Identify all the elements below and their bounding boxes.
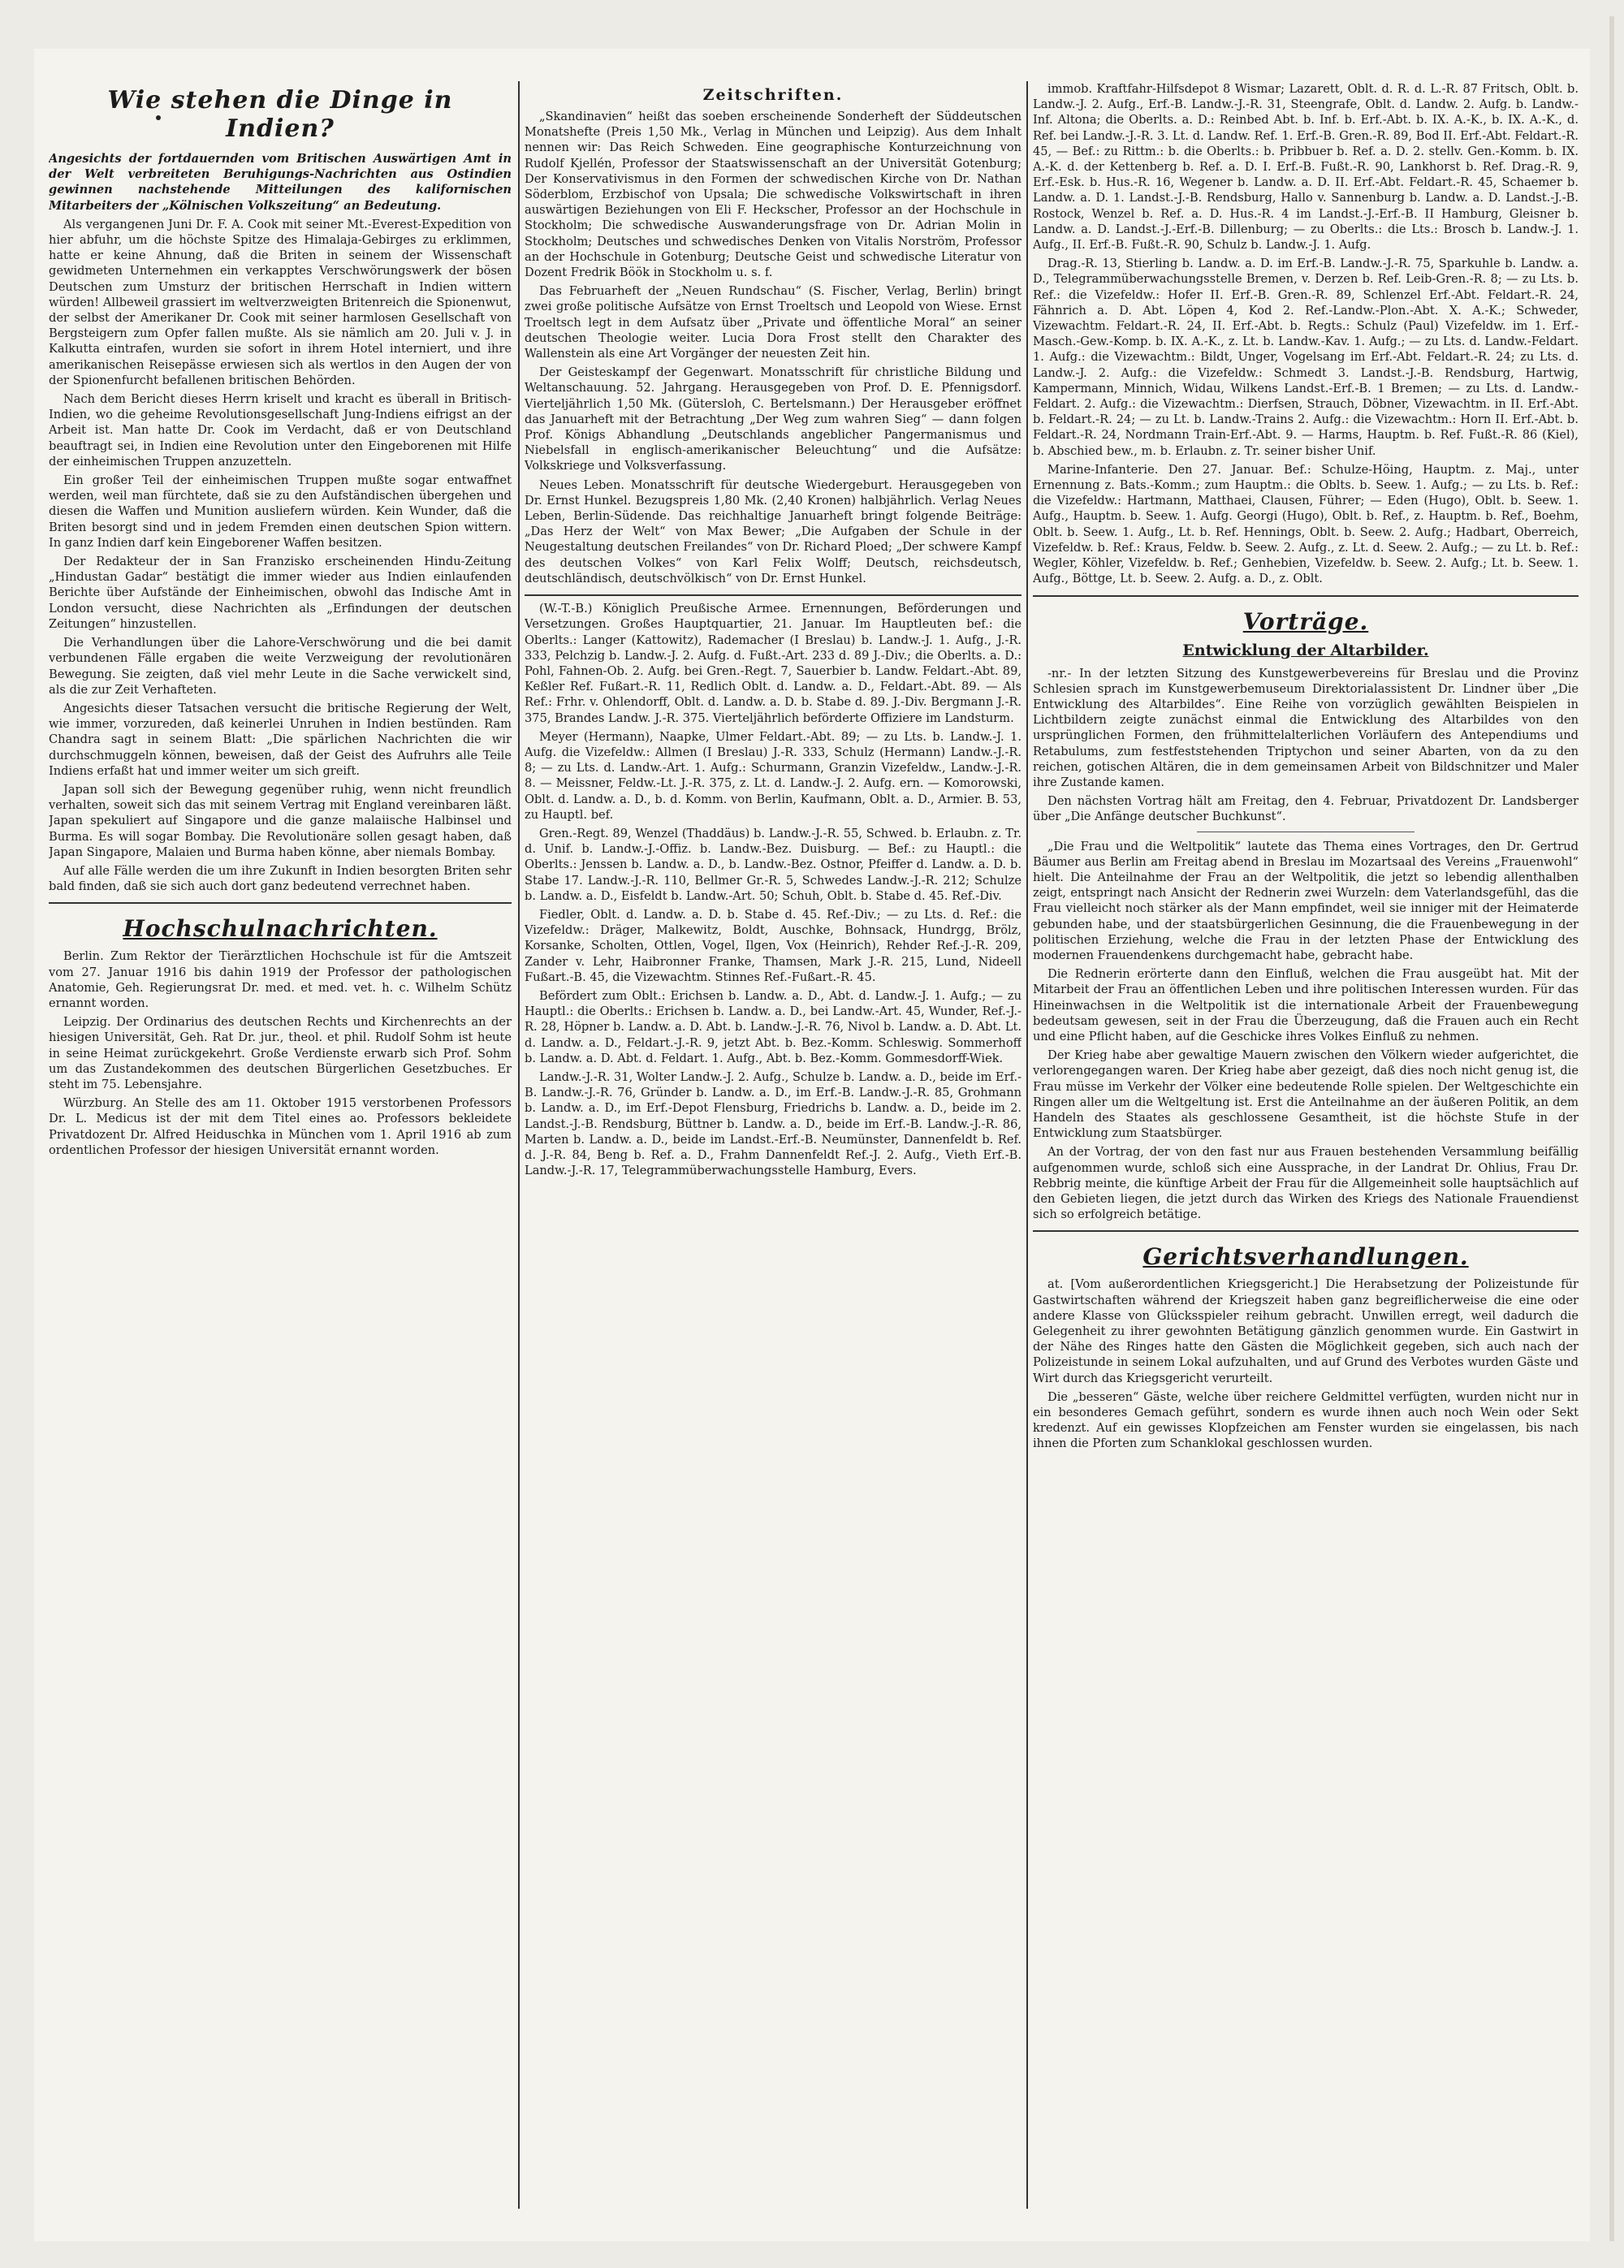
newspaper-page [34, 49, 1590, 2241]
article-paragraph: at. [Vom außerordentlichen Kriegsgericht.] Die Herabsetzung der Polizeistunde für Gastwirtschaften während der Kriegszeit haben ganz begreiflicherweise die eine oder andere Klasse von Glücksspieler reihum gebracht. Unwillen erregt, weil dadurch die Gelegenheit zu ihrer gewohnten Betätigung gänzlich genommen wurde. Ein Gastwirt in der Nähe des Ringes hatte den Gästen die Möglichkeit gegeben, sich auch nach der Polizeistunde in seinem Lokal aufzuhalten, und auf Grund des Verbotes wurden Gäste und Wirt durch das Kriegsgericht verurteilt. [1033, 1277, 1579, 1385]
column-right [1033, 81, 1579, 2209]
news-paragraph: Berlin. Zum Rektor der Tierärztlichen Hochschule ist für die Amtszeit vom 27. Januar 1916 bis dahin 1919 der Professor der pathologischen Anatomie, Geh. Regierungsrat Dr. med. et med. vet. h. c. Wilhelm Schütz ernannt worden. [49, 949, 512, 1010]
article-paragraph: Fiedler, Oblt. d. Landw. a. D. b. Stabe d. 45. Ref.-Div.; — zu Lts. d. Ref.: die Vizefeldw.: Dräger, Malkewitz, Boldt, Auschke, Bohnsack, Hundrgg, Brölz, Korsanke, Scholten, Ottlen, Vogel, Ilgen, Vox (Heinrich), Rehder Ref.-J.-R. 209, Zander v. Lehr, Haibronner Franke, Thamsen, Mark J.-R. 215, Lund, Nideell Fußart.-B. 45, die Vizewachtm. Stinnes Ref.-Fußart.-R. 45. [525, 907, 1021, 984]
column-rule-left [518, 81, 520, 2209]
headline-india: Wie stehen die Dinge in Indien? [107, 86, 453, 143]
section-divider [1033, 595, 1579, 597]
article-paragraph: Nach dem Bericht dieses Herrn kriselt und kracht es überall in Britisch-Indien, wo die geheime Revolutionsgesellschaft Jung-Indiens eifrigst an der Arbeit ist. Man hatte Dr. Cook im Verdacht, daß er von Deutschland beauftragt sei, in Indien eine Revolution unter den Eingeborenen mit Hilfe der einheimischen Truppen anzuzetteln. [49, 392, 512, 469]
article-paragraph: Befördert zum Oblt.: Erichsen b. Landw. a. D., Abt. d. Landw.-J. 1. Aufg.; — zu Hauptl.: die Oberlts.: Erichsen b. Landw. a. D., bei Landw.-Art. 45, Wunder, Ref.-J.-R. 28, Höpner b. Landw. a. D. Abt. b. Landw.-J.-R. 76, Nivol b. Landw. a. D. Abt. Lt. d. Landw. a. D., Feldart.-J.-R. 9, jetzt Abt. b. Bez.-Komm. Schleswig. Sommerhoff b. Landw. a. D. Abt. d. Feldart. 1. Aufg., Abt. b. Bez.-Komm. Gommesdorff-Wiek. [525, 988, 1021, 1065]
article-paragraph: „Die Frau und die Weltpolitik“ lautete das Thema eines Vortrages, den Dr. Gertrud Bäumer aus Berlin am Freitag abend in Breslau im Mozartsaal des Vereins „Frauenwohl“ hielt. Die Anteilnahme der Frau an der Weltpolitik, die jetzt so lebendig allenthalben zeigt, entspringt nach Ansicht der Rednerin zwei Wurzeln: dem Vaterlandsgefühl, das die Frau vielleicht noch stärker als der Mann empfindet, weil sie inniger mit der Heimaterde gebunden habe, und der staatsbürgerlichen Gesinnung, die die Frauenbewegung in der politischen Erziehung, welche die Frau in der letzten Phase der Entwicklung des modernen Frauendenkens durchgemacht habe, gebracht habe. [1033, 839, 1579, 962]
article-paragraph: Japan soll sich der Bewegung gegenüber ruhig, wenn nicht freundlich verhalten, soweit sich das mit seinem Vertrag mit England vereinbaren läßt. Japan spekuliert auf Singapore und die ganze malaiische Halbinsel und Burma. Es will sogar Bombay. Die Revolutionäre sollen gesagt haben, daß Japan Singapore, Malaien und Burma haben könne, aber niemals Bombay. [49, 782, 512, 859]
column-left [49, 81, 512, 2209]
article-paragraph: Den nächsten Vortrag hält am Freitag, den 4. Februar, Privatdozent Dr. Landsberger über „Die Anfänge deutscher Buchkunst“. [1033, 794, 1579, 824]
article-paragraph: Der Geisteskampf der Gegenwart. Monatsschrift für christliche Bildung und Weltanschauung. 52. Jahrgang. Herausgegeben von Prof. D. E. Pfennigsdorf. Vierteljährlich 1,50 Mk. (Gütersloh, C. Bertelsmann.) Der Herausgeber eröffnet das Januarheft mit der Betrachtung „Der Weg zum wahren Sieg“ — dann folgen Prof. Königs Abhandlung „Deutschlands angeblicher Pangermanismus und Niebelsfall in englisch-amerikanischer Beleuchtung“ und die Aufsätze: Volkskriege und Volksverfassung. [525, 365, 1021, 473]
section-divider [525, 594, 1021, 596]
article-paragraph: Als vergangenen Juni Dr. F. A. Cook mit seiner Mt.-Everest-Expedition von hier abfuhr, um die höchste Spitze des Himalaja-Gebirges zu erklimmen, hatte er keine Ahnung, daß die Briten in seinem der Wissenschaft gewidmeten Unternehmen ein verkapptes Verschwörungswerk der bösen Deutschen zum Umsturz der britischen Herrschaft in Indien wittern würden! Allbeweil grassiert im weltverzweigten Britenreich die Spionenwut, der selbst der Amerikaner Dr. Cook mit seiner harmlosen Gesellschaft von Bergsteigern zum Opfer fallen mußte. Als sie nämlich am 20. Juli v. J. in Kalkutta eintrafen, wurden sie sofort in ihrem Hotel interniert, und ihre amerikanischen Reisepässe erwiesen sich als wertlos in den Augen der von der Spionenfurcht befallenen britischen Behörden. [49, 217, 512, 387]
section-title-hochschul: Hochschulnachrichten. [123, 915, 438, 943]
article-paragraph: Auf alle Fälle werden die um ihre Zukunft in Indien besorgten Briten sehr bald finden, daß sie sich auch dort ganz bedeutend verrechnet haben. [49, 863, 512, 894]
article-paragraph: Neues Leben. Monatsschrift für deutsche Wiedergeburt. Herausgegeben von Dr. Ernst Hunkel. Bezugspreis 1,80 Mk. (2,40 Kronen) halbjährlich. Verlag Neues Leben, Berlin-Südende. Das reichhaltige Januarheft bringt folgende Beiträge: „Das Herz der Welt“ von Max Bewer; „Die Aufgaben der Schule in der Neugestaltung deutschen Freilandes“ von Dr. Richard Ploed; „Der schwere Kampf des deutschen Volkes“ von Karl Felix Wolff; Deutsch, reichsdeutsch, deutschländisch, deutschvölkisch“ von Dr. Ernst Hunkel. [525, 477, 1021, 585]
article-paragraph: Ein großer Teil der einheimischen Truppen mußte sogar entwaffnet werden, weil man fürchtete, daß sie zu den Aufständischen übergehen und diesen die Waffen und Munition ausliefern würden. Kein Wunder, daß die Briten besorgt sind und in jedem Fremden einen deutschen Spion wittern. In ganz Indien darf kein Eingeborener Waffen besitzen. [49, 473, 512, 550]
section-title-vortraege: Vorträge. [1242, 607, 1369, 635]
section-divider [49, 902, 512, 904]
article-paragraph: Die Rednerin erörterte dann den Einfluß, welchen die Frau ausgeübt hat. Mit der Mitarbeit der Frau an öffentlichen Leben und ihre politischen Interessen wurden. Für das Hineinwachsen in die Weltpolitik ist die internationale Arbeit der Frauenbewegung bedeutsam gewesen, seit in der Frau die Überzeugung, daß die Frauen auch ein Recht und eine Pflicht haben, auf die Geschicke ihres Volkes Einfluß zu nehmen. [1033, 967, 1579, 1043]
article-paragraph: Angesichts dieser Tatsachen versucht die britische Regierung der Welt, wie immer, vorzureden, daß keinerlei Unruhen in Indien bestünden. Ram Chandra sagt in seinem Blatt: „Die spärlichen Nachrichten die wir durchschmuggeln können, beweisen, daß der Geist des Aufruhrs alle Teile Indiens erfaßt hat und immer weiter um sich greift. [49, 701, 512, 778]
article-paragraph: Der Redakteur der in San Franzisko erscheinenden Hindu-Zeitung „Hindustan Gadar“ bestätigt die immer wieder aus Indien einlaufenden Berichte über Aufstände der Einheimischen, obwohl das Indische Amt in London versucht, diese Nachrichten als „Erfindungen der deutschen Zeitungen“ hinzustellen. [49, 555, 512, 631]
article-paragraph: Marine-Infanterie. Den 27. Januar. Bef.: Schulze-Höing, Hauptm. z. Maj., unter Ernennung z. Bats.-Komm.; zum Hauptm.: die Oblts. b. Seew. 1. Aufg.; — zu Lts. b. Ref.: die Vizefeldw.: Hartmann, Matthaei, Clausen, Führer; — Eden (Hugo), Oblt. b. Seew. 1. Aufg., Hauptm. b. Seew. 1. Aufg. Georgi (Hugo), Oblt. b. Ref., z. Hauptm. b. Ref., Boehm, Oblt. b. Seew. 1. Aufg., Lt. b. Ref. Hennings, Oblt. b. Seew. 2. Aufg.; Hadbart, Oberreich, Vizefeldw. b. Ref.: Kraus, Feldw. b. Seew. 2. Aufg., z. Lt. d. Seew. 2. Aufg.; — zu Lt. b. Ref.: Wegler, Köhler, Vizefeldw. b. Ref.; Genhebien, Vizefeldw. b. Seew. 2. Aufg.; Lt. b. Seew. 1. Aufg., Böttge, Lt. b. Seew. 2. Aufg. a. D., z. Oblt. [1033, 462, 1579, 586]
subtitle-altarbilder: Entwicklung der Altarbilder. [1182, 641, 1429, 659]
article-paragraph: -nr.- In der letzten Sitzung des Kunstgewerbevereins für Breslau und die Provinz Schlesien sprach im Kunstgewerbemuseum Direktorialassistent Dr. Lindner über „Die Entwicklung des Altarbildes“. Eine Reihe von vorzüglich gewählten Beispielen in Lichtbildern zeigte zunächst einmal die Entwicklung des Altarbildes von den ursprünglichen Formen, den frühmittelalterlichen Vorläufern des Antependiums und Retabulums, zum festfeststehenden Triptychon und seiner Abarten, von da zu den reichen, gotischen Altären, die in dem gemeinsamen Arbeit von Bildschnitzer und Maler ihre Zustande kamen. [1033, 666, 1579, 789]
page-edge-shadow [1609, 16, 1614, 2241]
news-paragraph: Würzburg. An Stelle des am 11. Oktober 1915 verstorbenen Professors Dr. L. Medicus ist der mit dem Titel eines ao. Professors bekleidete Privatdozent Dr. Alfred Heiduschka in München vom 1. April 1916 ab zum ordentlichen Professor der hiesigen Universität ernannt worden. [49, 1096, 512, 1157]
column-rule-right [1026, 81, 1028, 2209]
section-divider [1033, 1230, 1579, 1232]
article-paragraph: Drag.-R. 13, Stierling b. Landw. a. D. im Erf.-B. Landw.-J.-R. 75, Sparkuhle b. Landw. a. D., Telegrammüberwachungsstelle Bremen, v. Derzen b. Ref. Leib-Gren.-R. 8; — zu Lts. b. Ref.: die Vizefeldw.: Hofer II. Erf.-B. Gren.-R. 89, Schlenzel Erf.-Abt. Feldart.-R. 24, Fähnrich a. D. Abt. Löpen 4, Kod 2. Ref.-Landw.-Plon.-Abt. X. A.-K.; Schweder, Vizewachtm. Feldart.-R. 24, II. Erf.-Abt. b. Regts.: Schulz (Paul) Vizefeldw. im 1. Erf.-Masch.-Gew.-Komp. b. IX. A.-K., z. Lt. b. Landw.-Kav. 1. Aufg.; — zu Lts. d. Landw.-Feldart. 1. Aufg.: die Vizewachtm.: Bildt, Unger, Vogelsang im Erf.-Abt. Feldart.-R. 24; zu Lts. d. Landw.-J. 2. Aufg.: die Vizefeldw.: Schmedt 3. Landst.-J.-B. Rendsburg, Hartwig, Kampermann, Minnich, Widau, Wilkens Landst.-Erf.-B. 1 Bremen; — zu Lts. d. Landw.-Feldart. 2. Aufg.: die Vizewachtm.: Dierfsen, Strauch, Döbner, Vizewachtm. in II. Erf.-Abt. b. Feldart.-R. 24; — zu Lt. b. Landw.-Trains 2. Aufg.: die Vizewachtm.: Horn II. Erf.-Abt. b. Feldart.-R. 24, Nordmann Train-Erf.-Abt. 9. — Harms, Hauptm. b. Ref. Fußt.-R. 86 (Kiel), b. Abschied bew., m. b. Erlaubn. z. Tr. seiner bisher Unif. [1033, 257, 1579, 458]
article-paragraph: Die „besseren“ Gäste, welche über reichere Geldmittel verfügten, wurden nicht nur in ein besonderes Gemach geführt, sondern es wurde ihnen auch noch Wein oder Sekt kredenzt. Auf ein gewisses Klopfzeichen am Fenster wurden sie eingelassen, bis nach ihnen die Pforten zum Schanklokal geschlossen wurden. [1033, 1389, 1579, 1451]
news-paragraph: Leipzig. Der Ordinarius des deutschen Rechts und Kirchenrechts an der hiesigen Universität, Geh. Rat Dr. jur., theol. et phil. Rudolf Sohm ist heute in seine Heimat zurückgekehrt. Große Verdienste erwarb sich Prof. Sohm um das Zustandekommen des deutschen Bürgerlichen Gesetzbuches. Er steht im 75. Lebensjahre. [49, 1015, 512, 1091]
article-paragraph: (W.-T.-B.) Königlich Preußische Armee. Ernennungen, Beförderungen und Versetzungen. Großes Hauptquartier, 21. Januar. Im Hauptleuten bef.: die Oberlts.: Langer (Kattowitz), Rademacher (I Breslau) b. Landw.-J. 1. Aufg., J.-R. 333, Pelchzig b. Landw.-J. 2. Aufg. d. Fußt.-Art. 233 d. 89 J.-Div.; die Oberlts. a. D.: Pohl, Fahnen-Ob. 2. Aufg. bei Gren.-Regt. 7, Sauerbier b. Landw. Feldart.-Abt. 89, Keßler Ref. Fußart.-R. 11, Redlich Oblt. d. Landw. a. D., Feldart.-Abt. 89. — Als Ref.: Frhr. v. Ohlendorff, Oblt. d. Landw. a. D. b. Stabe d. 89. J.-Div. Bergmann J.-R. 375, Brandes Landw. J.-R. 375. Vierteljährlich beförderte Offiziere im Landsturm. [525, 602, 1021, 725]
article-paragraph: „Skandinavien“ heißt das soeben erscheinende Sonderheft der Süddeutschen Monatshefte (Preis 1,50 Mk., Verlag in München und Leipzig). Aus dem Inhalt nennen wir: Das Reich Schweden. Eine geographische Konturzeichnung von Rudolf Kjellén, Professor der Staatswissenschaft an der Universität Gotenburg; Der Konservativismus in den Formen der schwedischen Kirche von Dr. Nathan Söderblom, Erzbischof von Upsala; Die schwedische Volkswirtschaft in ihren auswärtigen Beziehungen von Eli F. Heckscher, Professor an der Hochschule in Stockholm; Die schwedische Auswanderungsfrage von Dr. Adrian Molin in Stockholm; Deutsches und schwedisches Denken von Vitalis Norström, Professor an der Hochschule in Gotenburg; Deutsche Geist und schwedische Literatur von Dozent Fredrik Böök in Stockholm u. s. f. [525, 110, 1021, 280]
article-paragraph: An der Vortrag, der von den fast nur aus Frauen bestehenden Versammlung beifällig aufgenommen wurde, schloß sich eine Aussprache, in der Landrat Dr. Ohlius, Frau Dr. Rebbrig meinte, die künftige Arbeit der Frau für die Allgemeinheit solle hauptsächlich auf den Gebieten liegen, die jetzt durch das Wirken des Kriegs des Nationale Frauendienst sich so erfolgreich betätige. [1033, 1145, 1579, 1222]
article-paragraph: immob. Kraftfahr-Hilfsdepot 8 Wismar; Lazarett, Oblt. d. R. d. L.-R. 87 Fritsch, Oblt. b. Landw.-J. 2. Aufg., Erf.-B. Landw.-J.-R. 31, Steengrafe, Oblt. d. Landw. 2. Aufg. b. Landw.-Inf. Altona; die Oberlts. a. D.: Reinbed Abt. b. Inf. b. Erf.-Abt. b. IX. A.-K., b. IX. A.-K., d. Ref. bei Landw.-J.-R. 3. Lt. d. Landw. Ref. 1. Erf.-B. Gren.-R. 89, Bod II. Erf.-Abt. Feldart.-R. 45, — Bef.: zu Rittm.: b. die Oberlts.: b. Pribbuer b. Ref. a. D. 2. stellv. Gen.-Komm. b. IX. A.-K. d. der Kettenberg b. Ref. a. D. I. Erf.-B. Fußt.-R. 90, Lankhorst b. Ref. Drag.-R. 9, Erf.-Esk. b. Hus.-R. 16, Wegener b. Landw. a. D. II. Erf.-Abt. Feldart.-R. 45, Schaemer b. Landw. a. D. 1. Landst.-J.-B. Rendsburg, Hallo v. Sannenburg b. Landw. a. D. Landst.-J.-B. Rostock, Wenzel b. Ref. a. D. Hus.-R. 4 im Landst.-J.-Erf.-B. II Hamburg, Gleisner b. Landw. a. D. Landst.-J.-Erf.-B. Dillenburg; — zu Oberlts.: die Lts.: Brosch b. Landw.-J. 1. Aufg., II. Erf.-B. Fußt.-R. 90, Schulz b. Landw.-J. 1. Aufg. [1033, 82, 1579, 253]
article-paragraph: Landw.-J.-R. 31, Wolter Landw.-J. 2. Aufg., Schulze b. Landw. a. D., beide im Erf.-B. Landw.-J.-R. 76, Gründer b. Landw. a. D., im Erf.-B. Landw.-J.-R. 85, Grohmann b. Landw. a. D., im Erf.-Depot Flensburg, Friedrichs b. Landw. a. D., beide im 2. Landst.-J.-B. Rendsburg, Büttner b. Landw. a. D., beide im Erf.-B. Landw.-J.-R. 86, Marten b. Landw. a. D., beide im Landst.-Erf.-B. Neumünster, Dannenfeldt b. Ref. d. J.-R. 84, Beng b. Ref. a. D., Frahm Dannenfeldt Ref.-J. 2. Aufg., Vieth Erf.-B. Landw.-J.-R. 17, Telegrammüberwachungsstelle Hamburg, Evers. [525, 1069, 1021, 1178]
article-paragraph: Das Februarheft der „Neuen Rundschau“ (S. Fischer, Verlag, Berlin) bringt zwei große politische Aufsätze von Ernst Troeltsch und Leopold von Wiese. Ernst Troeltsch legt in dem Aufsatz über „Private und öffentliche Moral“ an seiner deutschen Theologie weiter. Lucia Dora Frost stellt den Charakter des Wallenstein als eine Art Vorgänger der neuesten Zeit hin. [525, 284, 1021, 361]
section-title-gericht: Gerichtsverhandlungen. [1142, 1243, 1469, 1271]
article-paragraph: Der Krieg habe aber gewaltige Mauern zwischen den Völkern wieder aufgerichtet, die verlorengegangen waren. Der Krieg habe aber gezeigt, daß dies noch nicht genug ist, die Frau müsse im Verkehr der Völker eine bedeutende Rolle spielen. Der Weltgeschichte ein Ringen aller um die Weltgeltung ist. Erst die Anteilnahme an der äußeren Politik, an dem Handeln des Staates als geschlossene Gesamtheit, ist die höchste Stufe in der Entwicklung zum Staatsbürger. [1033, 1048, 1579, 1141]
article-paragraph: Gren.-Regt. 89, Wenzel (Thaddäus) b. Landw.-J.-R. 55, Schwed. b. Erlaubn. z. Tr. d. Unif. b. Landw.-J.-Offiz. b. Landw.-Bez. Duisburg. — Bef.: zu Hauptl.: die Oberlts.: Jenssen b. Landw. a. D., b. Landw.-Bez. Ostnor, Pfeiffer d. Landw. a. D. b. Stabe 17. Landw.-J.-R. 110, Bellmer Gr.-R. 5, Schwedes Landw.-J.-R. 212; Schulze b. Landw. a. D., Eisfeldt b. Landw.-Art. 50; Schuh, Oblt. b. Stabe d. 45. Ref.-Div. [525, 826, 1021, 903]
article-paragraph: Die Verhandlungen über die Lahore-Verschwörung und die bei damit verbundenen Fälle ergaben die weite Verzweigung der revolutionären Bewegung. Sie zeigten, daß viel mehr Leute in die Sache verwickelt sind, als die zur Zeit Verhafteten. [49, 636, 512, 697]
article-paragraph: Meyer (Hermann), Naapke, Ulmer Feldart.-Abt. 89; — zu Lts. b. Landw.-J. 1. Aufg. die Vizefeldw.: Allmen (I Breslau) J.-R. 333, Schulz (Hermann) Landw.-J.-R. 8; — zu Lts. d. Landw.-Art. 1. Aufg.: Schurmann, Granzin Vizefeldw., Landw.-J.-R. 8. — Meissner, Feldw.-Lt. J.-R. 375, z. Lt. d. Landw.-J. 2. Aufg. ern. — Komorowski, Oblt. d. Landw. a. D., b. d. Komm. von Berlin, Kaufmann, Oblt. a. D., Armier. B. 53, zu Hauptl. bef. [525, 729, 1021, 822]
section-title-zeitschriften: Zeitschriften. [702, 86, 844, 104]
lead-paragraph: Angesichts der fortdauernden vom Britischen Auswärtigen Amt in der Welt verbreiteten Beruhigungs-Nachrichten aus Ostindien gewinnen nachstehende Mitteilungen des kalifornischen Mitarbeiters der „Kölnischen Volkszeitung“ an Bedeutung. [49, 152, 512, 213]
column-middle [525, 81, 1021, 2209]
